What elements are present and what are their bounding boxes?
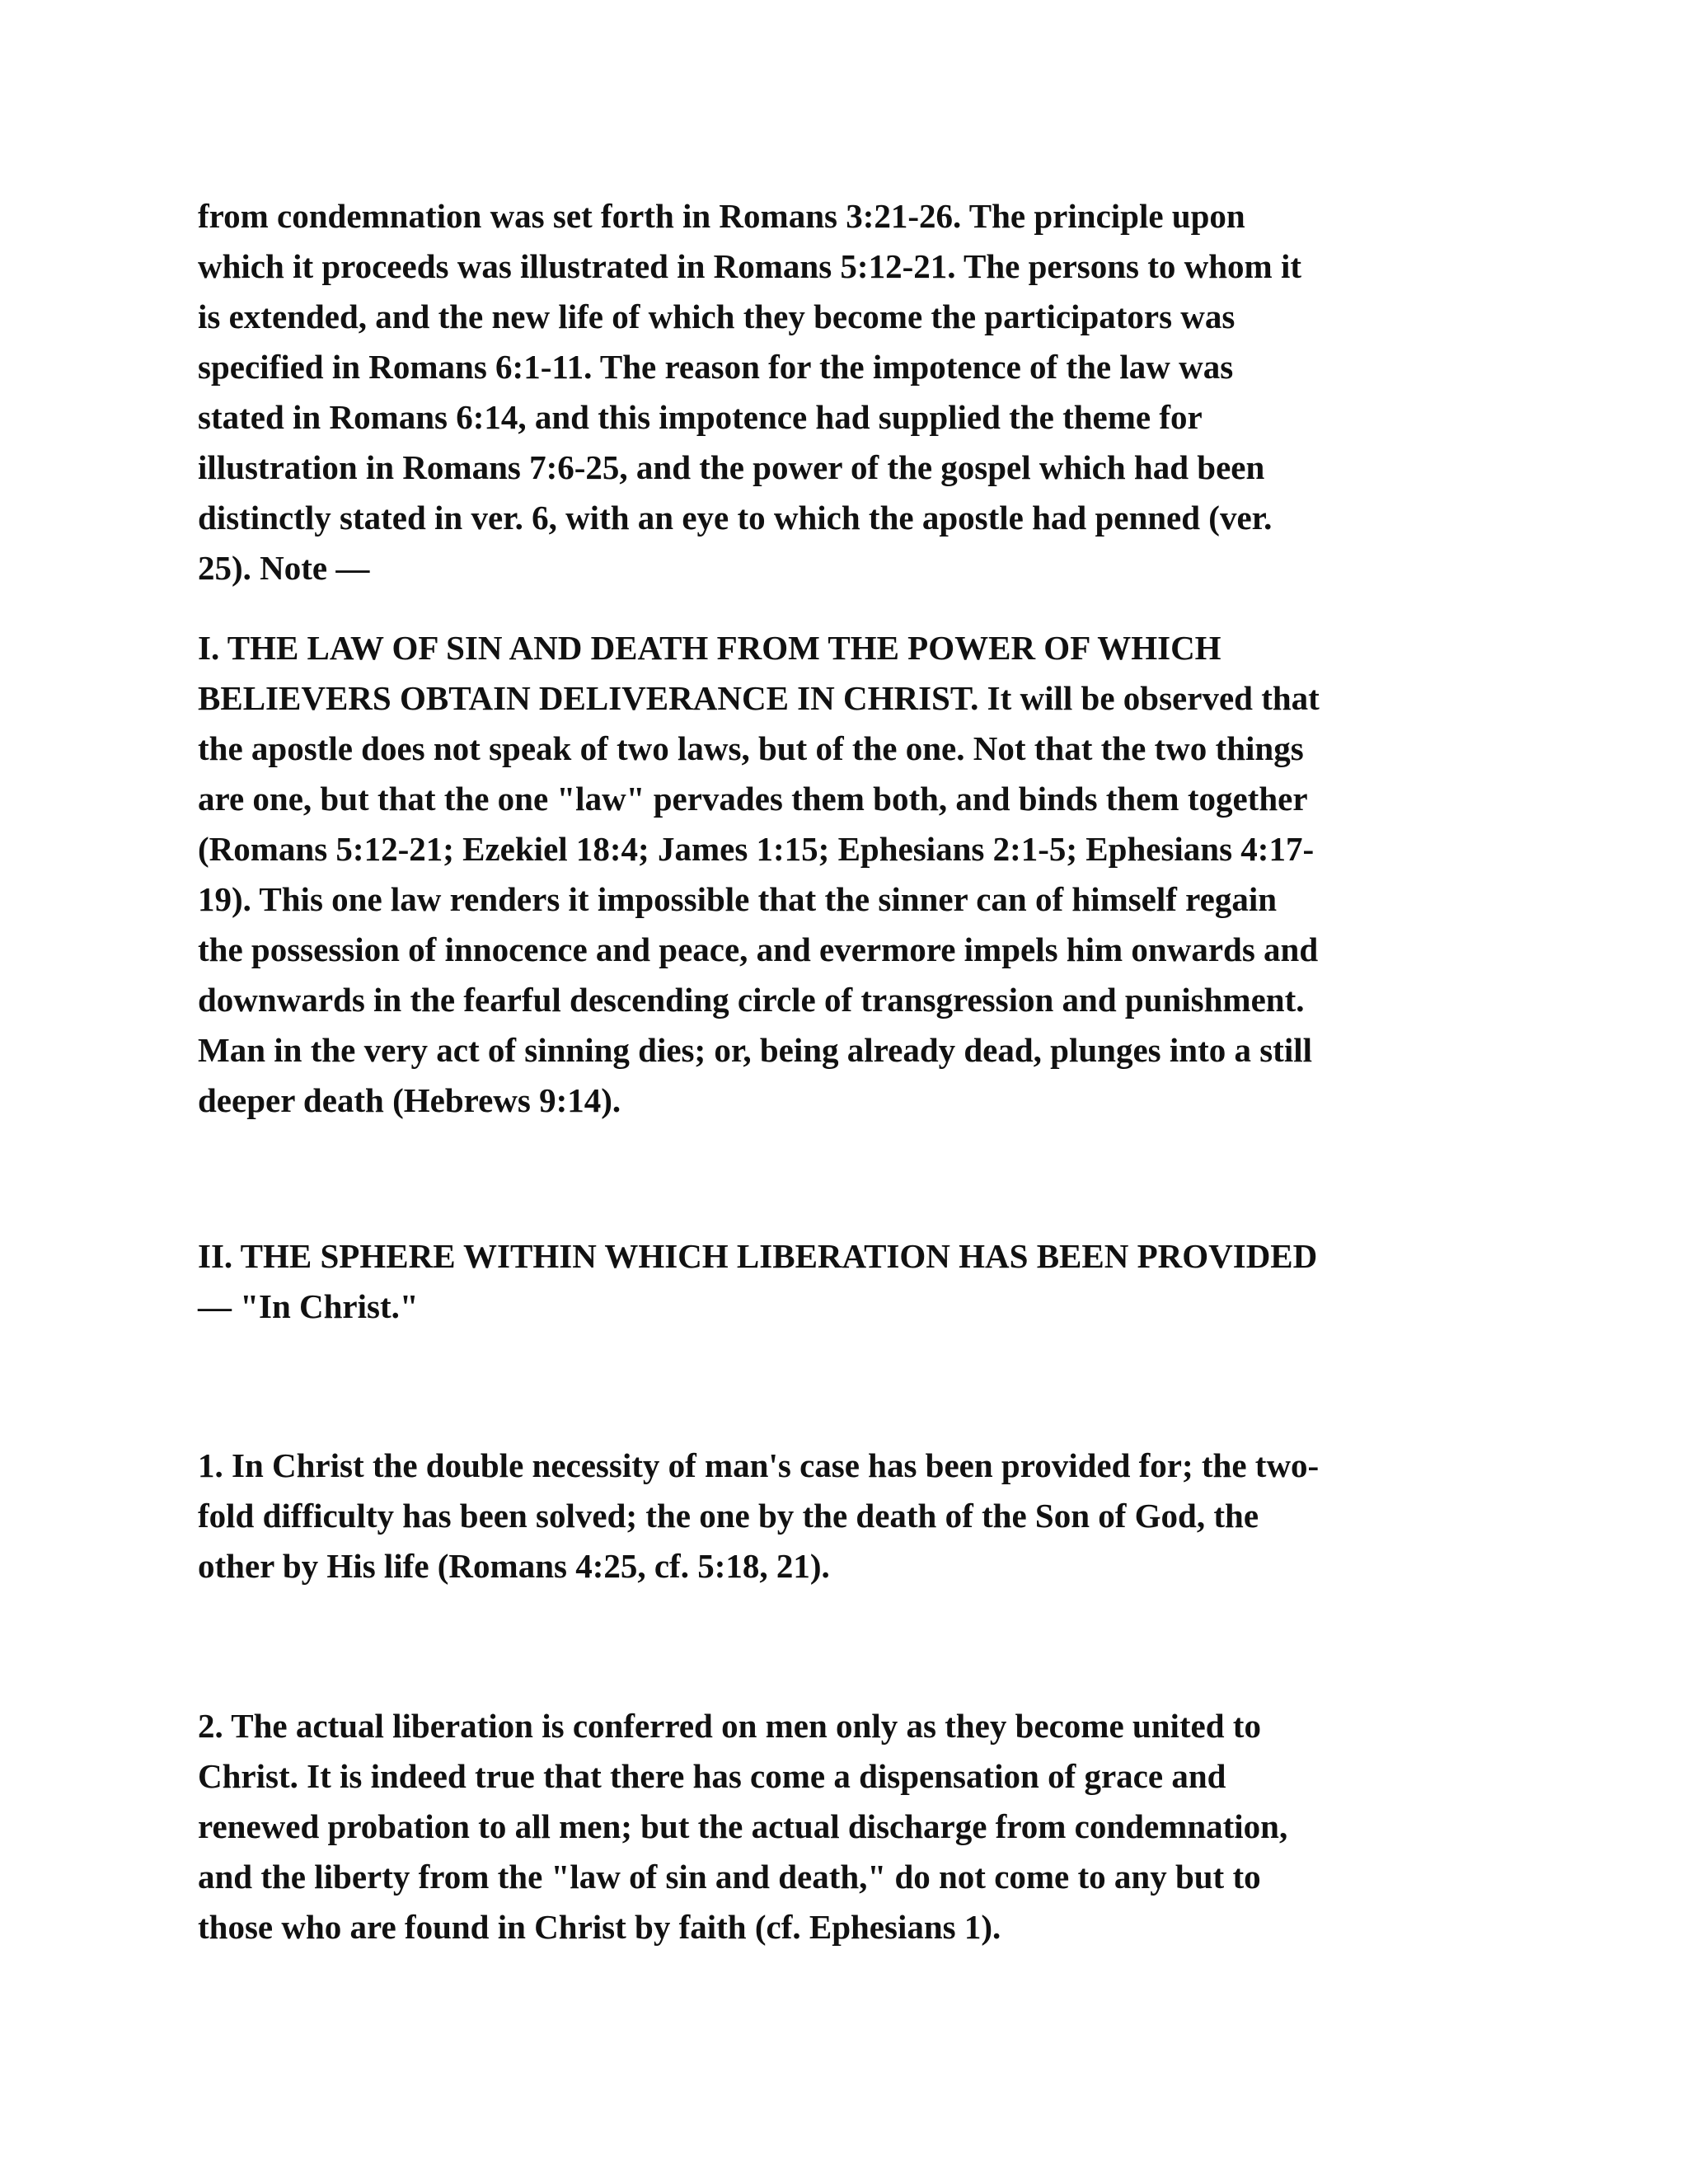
paragraph-point-1: 1. In Christ the double necessity of man's case has been provided for; the two- fold difficulty has been solved; the one by the death of the Son of God, the other by His life (Romans 4:25, cf. 5:18, 21). bbox=[198, 1446, 1320, 1585]
paragraph-point-2: 2. The actual liberation is conferred on men only as they become united to Christ. It is indeed true that there has come a dispensation of grace and renewed probation to all men; but the actual discharge from condemnation, and the liberty from the "law of sin and death," do not come to any but to those who are found in Christ by faith (cf. Ephesians 1). bbox=[198, 1707, 1288, 1946]
paragraph-intro: from condemnation was set forth in Romans 3:21-26. The principle upon which it proceeds was illustrated in Romans 5:12-21. The persons to whom it is extended, and the new life of which they become the participators was specified in Romans 6:1-11. The reason for the impotence of the law was stated in Romans 6:14, and this impotence had supplied the theme for illustration in Romans 7:6-25, and the power of the gospel which had been distinctly stated in ver. 6, with an eye to which the apostle had penned (ver. 25). Note — bbox=[198, 197, 1302, 587]
paragraph-section-ii-heading: II. THE SPHERE WITHIN WHICH LIBERATION HAS BEEN PROVIDED — "In Christ." bbox=[198, 1237, 1318, 1325]
paragraph-section-i: I. THE LAW OF SIN AND DEATH FROM THE POWER OF WHICH BELIEVERS OBTAIN DELIVERANCE IN CHRIST. It will be observed that the apostle does not speak of two laws, but of the one. Not that the two things are one, but that the one "law" pervades them both, and binds them together (Romans 5:12-21; Ezekiel 18:4; James 1:15; Ephesians 2:1-5; Ephesians 4:17- 19). This one law renders it impossible that the sinner can of himself regain the possession of innocence and peace, and evermore impels him onwards and downwards in the fearful descending circle of transgression and punishment. Man in the very act of sinning dies; or, being already dead, plunges into a still deeper death (Hebrews 9:14). bbox=[198, 629, 1320, 1119]
